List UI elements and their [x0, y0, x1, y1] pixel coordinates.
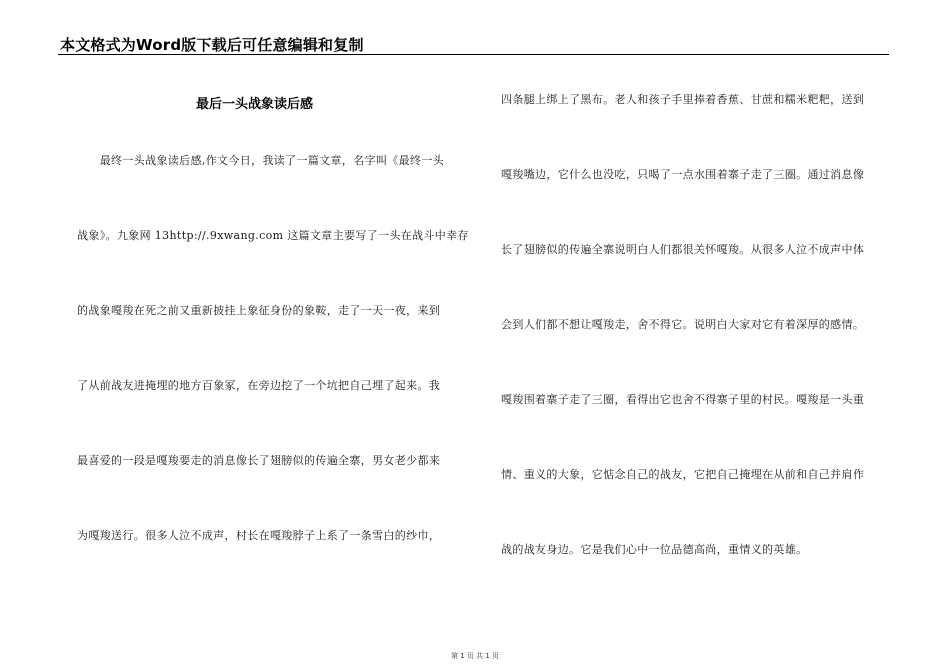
page-number: 第 1 页 共 1 页: [450, 652, 500, 660]
paragraph-line: 为嘎羧送行。很多人泣不成声，村长在嘎羧脖子上系了一条雪白的纱巾，: [77, 529, 441, 542]
paragraph-line: 长了翅膀似的传遍全寨说明白人们都很关怀嘎羧。从很多人泣不成声中体: [501, 243, 865, 256]
paragraph-line: 的战象嘎羧在死之前又重新披挂上象征身份的象鞍，走了一天一夜，来到: [77, 304, 441, 317]
paragraph-line: 战象》。九象网 13http://.9xwang.com 这篇文章主要写了一头在战斗中幸存: [77, 229, 469, 242]
header-divider: [58, 54, 889, 55]
paragraph-line: 嘎羧嘴边，它什么也没吃，只喝了一点水围着寨子走了三圈。通过消息像: [501, 168, 865, 181]
paragraph-line: 最终一头战象读后感,作文今日，我读了一篇文章，名字叫《最终一头: [77, 154, 445, 167]
paragraph-line: 战的战友身边。它是我们心中一位品德高尚，重情义的英雄。: [501, 543, 808, 556]
paragraph-line: 情、重义的大象，它惦念自己的战友，它把自己掩埋在从前和自己并肩作: [501, 468, 865, 481]
paragraph-line: 了从前战友进掩埋的地方百象冢，在旁边挖了一个坑把自己埋了起来。我: [77, 379, 441, 392]
document-header: 本文格式为Word版下载后可任意编辑和复制: [60, 36, 364, 54]
paragraph-line: 四条腿上绑上了黑布。老人和孩子手里捧着香蕉、甘蔗和糯米粑粑，送到: [501, 93, 865, 106]
paragraph-line: 最喜爱的一段是嘎羧要走的消息像长了翅膀似的传遍全寨，男女老少都来: [77, 454, 441, 467]
paragraph-line: 嘎羧围着寨子走了三圈，看得出它也舍不得寨子里的村民。嘎羧是一头重: [501, 393, 865, 406]
paragraph-line: 会到人们都不想让嘎羧走，舍不得它。说明白大家对它有着深厚的感情。: [501, 318, 865, 331]
document-title: 最后一头战象读后感: [196, 97, 314, 112]
